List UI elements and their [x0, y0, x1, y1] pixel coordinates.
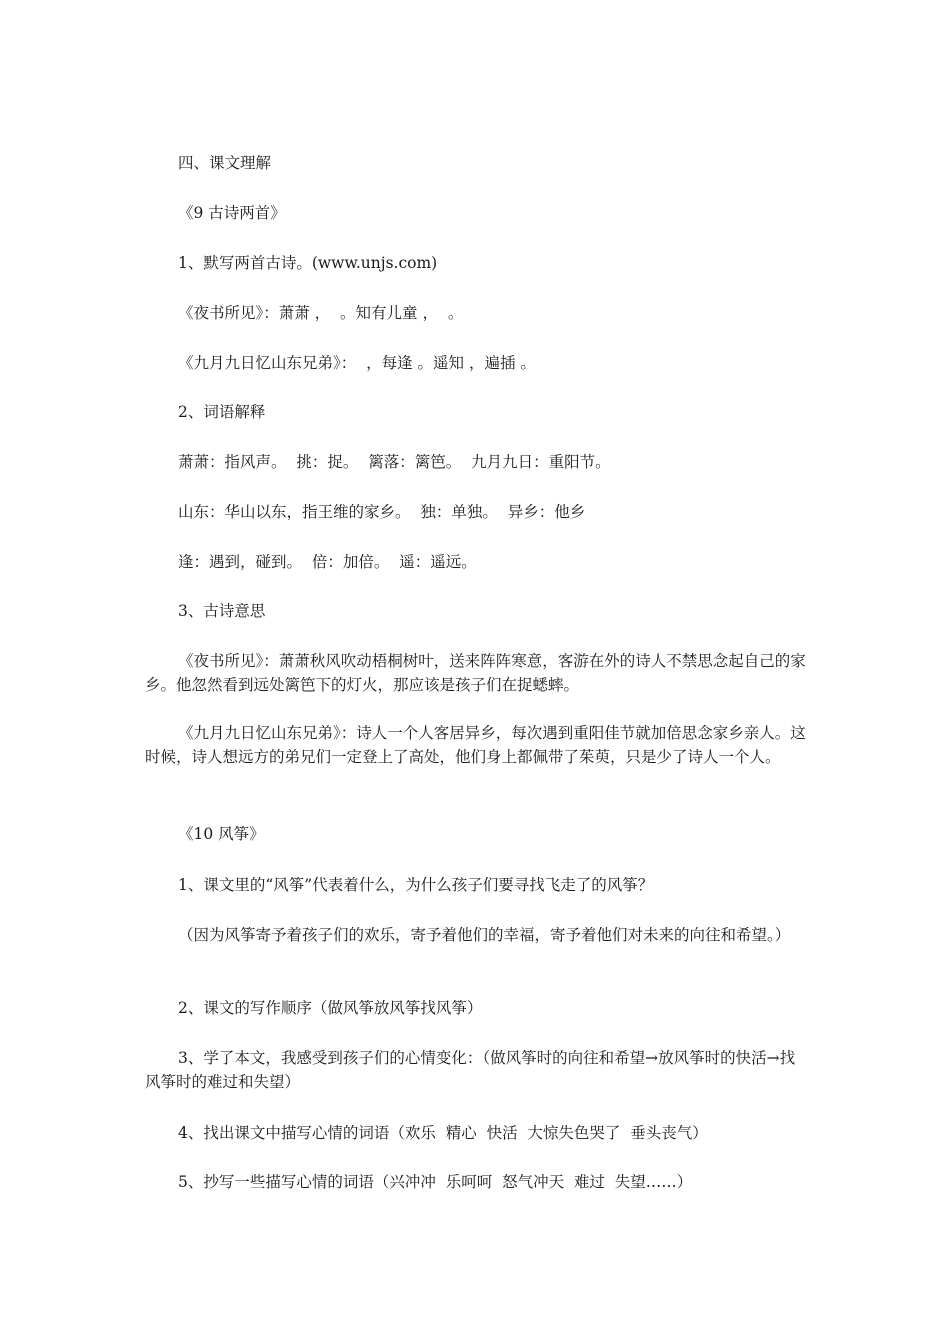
poem-blank-line: 《九月九日忆山东兄弟》： ，每逢 。遥知 ，遍插 。 — [178, 354, 536, 372]
question-item: 3、古诗意思 — [178, 602, 266, 620]
poem-meaning-paragraph: 《九月九日忆山东兄弟》：诗人一个人客居异乡，每次遇到重阳佳节就加倍思念家乡亲人。这时候，诗人想远方的弟兄们一定登上了高处，他们身上都佩带了茱萸，只是少了诗人一个人。 — [145, 724, 806, 766]
question-item: 1、课文里的“风筝”代表着什么，为什么孩子们要寻找飞走了的风筝？ — [178, 876, 654, 894]
lesson-title: 《10 风筝》 — [178, 825, 265, 843]
lesson-title: 《9 古诗两首》 — [178, 204, 286, 222]
vocab-line: 逢：遇到，碰到。 倍：加倍。 遥：遥远。 — [178, 553, 477, 571]
poem-meaning-paragraph: 《夜书所见》：萧萧秋风吹动梧桐树叶，送来阵阵寒意，客游在外的诗人不禁思念起自己的家乡。他忽然看到远处篱笆下的灯火，那应该是孩子们在捉蟋蟀。 — [145, 652, 806, 694]
vocab-line: 山东：华山以东，指王维的家乡。 独：单独。 异乡：他乡 — [178, 503, 586, 521]
question-item: 2、课文的写作顺序（做风筝放风筝找风筝） — [178, 999, 483, 1017]
question-item: 5、抄写一些描写心情的词语（兴冲冲 乐呵呵 怒气冲天 难过 失望……） — [178, 1173, 693, 1191]
question-item: 3、学了本文，我感受到孩子们的心情变化：（做风筝时的向往和希望→放风筝时的快活→找风筝时的难过和失望） — [145, 1049, 796, 1091]
poem-blank-line: 《夜书所见》：萧萧 ， 。知有儿童 ， 。 — [178, 304, 464, 322]
question-item: 1、默写两首古诗。(www.unjs.com) — [178, 254, 438, 272]
question-item: 2、词语解释 — [178, 403, 266, 421]
vocab-line: 萧萧：指风声。 挑：捉。 篱落：篱笆。 九月九日：重阳节。 — [178, 453, 611, 471]
answer-paragraph: （因为风筝寄予着孩子们的欢乐，寄予着他们的幸福，寄予着他们对未来的向往和希望。） — [178, 926, 791, 944]
question-item: 4、找出课文中描写心情的词语（欢乐 精心 快活 大惊失色哭了 垂头丧气） — [178, 1124, 708, 1142]
section-heading: 四、课文理解 — [178, 154, 272, 172]
